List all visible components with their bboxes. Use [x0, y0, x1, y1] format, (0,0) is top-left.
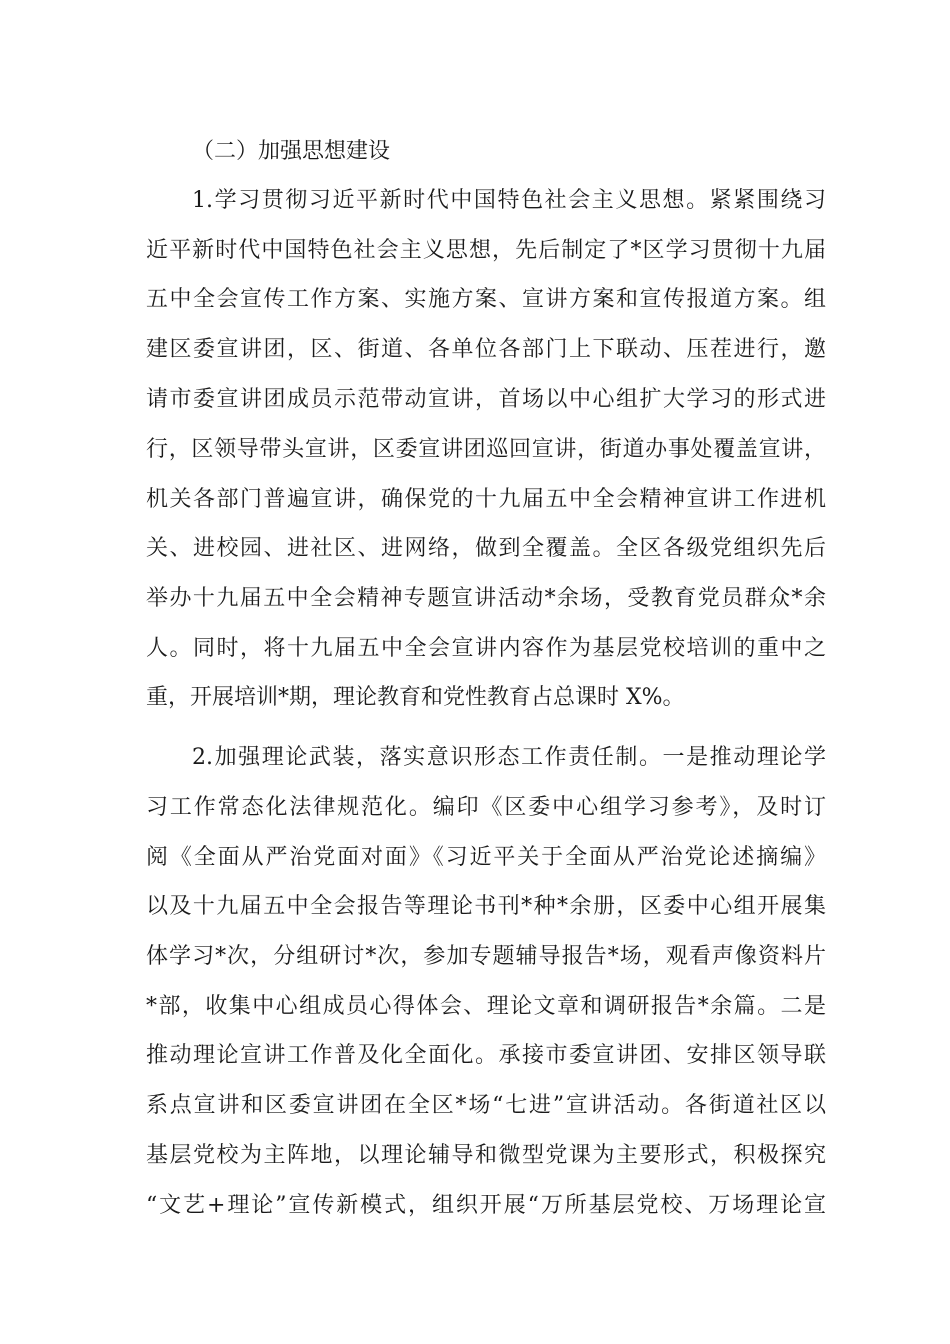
paragraph-1-line: 近平新时代中国特色社会主义思想，先后制定了*区学习贯彻十九届 [146, 238, 826, 263]
paragraph-2-line: 基层党校为主阵地，以理论辅导和微型党课为主要形式，积极探究 [146, 1143, 826, 1168]
paragraph-1-line: 机关各部门普遍宣讲，确保党的十九届五中全会精神宣讲工作进机 [146, 487, 826, 512]
paragraph-1-line: 人。同时，将十九届五中全会宣讲内容作为基层党校培训的重中之 [146, 636, 826, 661]
paragraph-2-line: 习工作常态化法律规范化。编印《区委中心组学习参考》，及时订 [146, 795, 826, 820]
paragraph-2-line: 以及十九届五中全会报告等理论书刊*种*余册，区委中心组开展集 [146, 894, 826, 919]
paragraph-1-line: 五中全会宣传工作方案、实施方案、宣讲方案和宣传报道方案。组 [146, 287, 826, 312]
paragraph-1-line: 1.学习贯彻习近平新时代中国特色社会主义思想。紧紧围绕习 [192, 188, 826, 213]
paragraph-1-line: 建区委宣讲团，区、街道、各单位各部门上下联动、压茬进行，邀 [146, 337, 826, 362]
paragraph-2-line: 体学习*次，分组研讨*次，参加专题辅导报告*场，观看声像资料片 [146, 944, 826, 969]
paragraph-1-line: 请市委宣讲团成员示范带动宣讲，首场以中心组扩大学习的形式进 [146, 387, 826, 412]
paragraph-2-line: 阅《全面从严治党面对面》《习近平关于全面从严治党论述摘编》 [146, 845, 826, 870]
paragraph-2-line: 系点宣讲和区委宣讲团在全区*场“七进”宣讲活动。各街道社区以 [146, 1093, 826, 1118]
paragraph-1-line: 举办十九届五中全会精神专题宣讲活动*余场，受教育党员群众*余 [146, 586, 826, 611]
paragraph-1-line: 行，区领导带头宣讲，区委宣讲团巡回宣讲，街道办事处覆盖宣讲， [146, 437, 826, 462]
paragraph-2-line: “文艺+理论”宣传新模式，组织开展“万所基层党校、万场理论宣 [146, 1193, 826, 1218]
paragraph-1-line: 关、进校园、进社区、进网络，做到全覆盖。全区各级党组织先后 [146, 536, 826, 561]
section-heading: （二）加强思想建设 [192, 139, 391, 164]
paragraph-1-line: 重，开展培训*期，理论教育和党性教育占总课时 X%。 [146, 685, 685, 710]
paragraph-2-line: 2.加强理论武装，落实意识形态工作责任制。一是推动理论学 [192, 745, 826, 770]
paragraph-2-line: *部，收集中心组成员心得体会、理论文章和调研报告*余篇。二是 [146, 994, 826, 1019]
paragraph-2-line: 推动理论宣讲工作普及化全面化。承接市委宣讲团、安排区领导联 [146, 1043, 826, 1068]
